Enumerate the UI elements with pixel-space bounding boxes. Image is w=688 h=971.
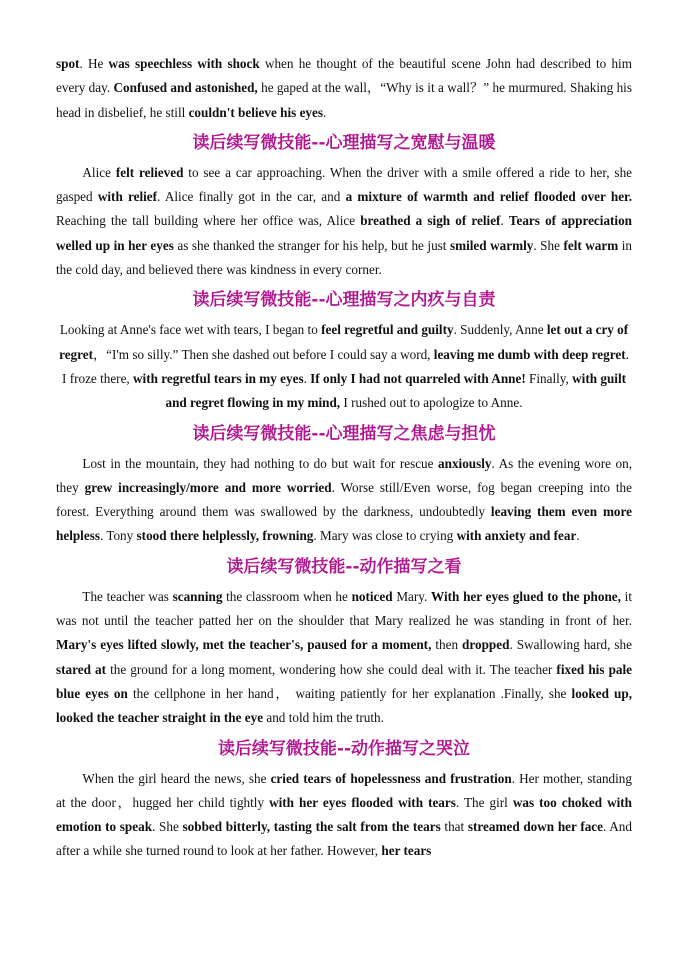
text-run: Looking at Anne's face wet with tears, I began to [59, 322, 322, 338]
bold-phrase: Mary's eyes lifted slowly, met the teacher's, paused for a moment, [56, 637, 432, 653]
bold-phrase: smiled warmly [449, 237, 534, 253]
text-run: . And after a while she turned round to look at her father. However, [56, 819, 632, 859]
section-heading: 读后续写微技能--心理描写之内疚与自责 [192, 290, 496, 311]
text-run: Reaching the tall building where her office was, Alice [56, 213, 361, 229]
section-heading: 读后续写微技能--心理描写之焦虑与担忧 [192, 423, 496, 444]
paragraph [56, 52, 632, 125]
bold-phrase: felt warm [563, 237, 619, 253]
text-run: . Swallowing hard, she [509, 637, 632, 653]
text-run: . [303, 370, 311, 386]
text-run: . He [79, 56, 109, 71]
text-run: . Worse still/Even worse, fog began creeping into the forest. Everything around them was swallowed by the darkness, undoubtedly [56, 479, 632, 520]
text-run: then [431, 637, 463, 653]
section-heading: 读后续写微技能--动作描写之哭泣 [217, 738, 471, 759]
bold-phrase: Confused and astonished, [113, 80, 258, 96]
text-run: . Suddenly, Anne [453, 322, 547, 338]
paragraph [56, 452, 632, 549]
bold-phrase: sobbed bitterly, tasting the salt from the tears [182, 819, 441, 835]
bold-phrase: Tears of appreciation welled up in her eyes [56, 213, 633, 253]
text-run: . I froze there, [62, 346, 629, 386]
bold-phrase: anxiously [438, 455, 492, 471]
bold-phrase: let out a cry of regret [59, 322, 629, 362]
bold-phrase: cried tears of hopelessness and frustration [270, 770, 512, 786]
text-run: Alice [82, 164, 116, 180]
bold-phrase: was speechless with shock [108, 56, 260, 71]
bold-phrase: with her eyes flooded with tears [269, 794, 456, 810]
bold-phrase: stared at [56, 661, 106, 677]
bold-phrase: If only I had not quarreled with Anne! [310, 370, 526, 386]
text-run: . The girl [455, 794, 513, 810]
section-heading: 读后续写微技能--心理描写之宽慰与温暖 [192, 132, 496, 153]
text-run: he gaped at the wall，“Why is it a wall？” he murmured. Shaking his head in disbelief, he still [56, 80, 632, 120]
text-run: the ground for a long moment, wondering how she could deal with it. The teacher [106, 661, 557, 677]
bold-phrase: stood there helplessly, frowning [136, 528, 314, 544]
bold-phrase: was too choked with emotion to speak [56, 794, 632, 835]
section-heading: 读后续写微技能--动作描写之看 [226, 556, 462, 577]
text-run: . She [533, 237, 564, 253]
paragraph [56, 767, 632, 864]
bold-phrase: noticed [351, 588, 393, 604]
bold-phrase: breathed a sigh of relief [360, 213, 501, 229]
paragraph [56, 318, 632, 415]
paragraph [56, 585, 632, 731]
bold-phrase: leaving them even more helpless [56, 504, 632, 544]
text-run: in the cold day, and believed there was kindness in every corner. [56, 237, 633, 278]
paragraph [56, 161, 632, 282]
bold-phrase: with relief [97, 189, 158, 205]
text-run: . Alice finally got in the car, and [157, 189, 346, 205]
text-run: . [323, 104, 327, 120]
bold-phrase: feel regretful and guilty [321, 322, 454, 338]
bold-phrase: with anxiety and fear [456, 528, 577, 544]
text-run: to see a car approaching. When the driver with a smile offered a ride to her, she gasped [56, 164, 633, 205]
bold-phrase: With her eyes glued to the phone, [431, 588, 621, 604]
text-run: Finally, [525, 370, 573, 386]
text-run: Mary. [392, 588, 432, 604]
bold-phrase: leaving me dumb with deep regret [433, 346, 626, 362]
text-run: it was not until the teacher patted her on the shoulder that Mary realized he was standing in front of her. [56, 588, 632, 629]
bold-phrase: grew increasingly/more and more worried [84, 479, 332, 495]
text-run: . [576, 528, 580, 544]
text-run: . Her mother, standing at the door，hugged her child tightly [56, 770, 632, 810]
bold-phrase: couldn't believe his eyes [188, 104, 324, 120]
text-run: that [440, 819, 468, 835]
text-run: ，“I'm so silly.” Then she dashed out before I could say a word, [93, 346, 434, 362]
text-run: I rushed out to apologize to Anne. [340, 395, 523, 411]
text-run: . Mary was close to crying [313, 528, 457, 544]
text-run: when he thought of the beautiful scene John had described to him every day. [56, 56, 632, 96]
text-run: the classroom when he [222, 588, 352, 604]
text-run: as she thanked the stranger for his help, but he just [173, 237, 450, 253]
bold-phrase: fixed his pale blue eyes on [56, 661, 633, 701]
bold-phrase: a mixture of warmth and relief flooded over her. [345, 189, 632, 205]
bold-phrase: felt relieved [115, 164, 184, 180]
bold-phrase: with guilt and regret flowing in my mind, [165, 370, 626, 411]
text-run: . [500, 213, 509, 229]
bold-phrase: dropped [462, 637, 510, 653]
text-run: The teacher was [82, 588, 173, 604]
bold-phrase: streamed down her face [467, 819, 604, 835]
text-run: Lost in the mountain, they had nothing to do but wait for rescue [82, 455, 439, 471]
bold-phrase: her tears [381, 843, 432, 859]
bold-phrase: scanning [172, 588, 223, 604]
text-run: . Tony [99, 528, 137, 544]
bold-phrase: looked up, looked the teacher straight in the eye [56, 685, 632, 726]
text-run: the cellphone in her hand， waiting patiently for her explanation .Finally, she [127, 685, 572, 701]
bold-phrase: with regretful tears in my eyes [133, 370, 304, 386]
document-page [56, 52, 632, 864]
text-run: . She [152, 819, 183, 835]
text-run: and told him the truth. [263, 710, 384, 726]
bold-phrase: spot [56, 56, 80, 71]
text-run: . As the evening wore on, they [56, 455, 632, 495]
text-run: When the girl heard the news, she [82, 770, 271, 786]
